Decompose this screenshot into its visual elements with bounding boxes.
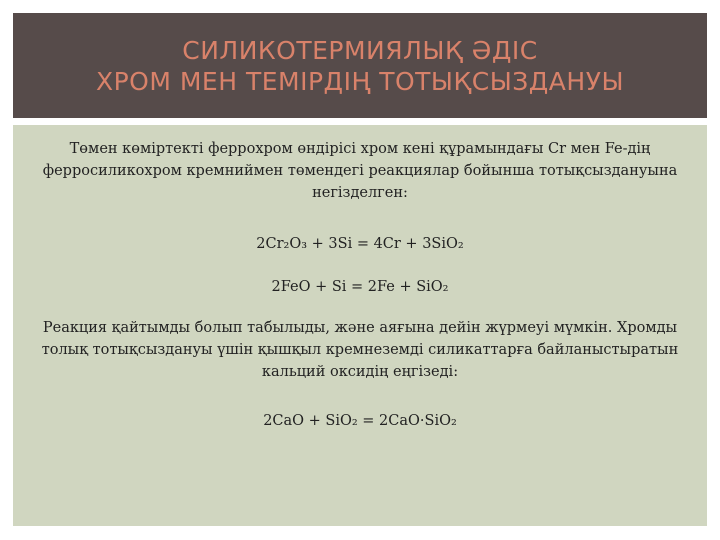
equation-iron-oxide: 2FeO + Si = 2Fe + SiO₂ xyxy=(271,279,449,295)
equation-calcium-silicate: 2CaO + SiO₂ = 2CaO·SiO₂ xyxy=(263,413,457,429)
intro-paragraph: Төмен көміртекті феррохром өндірісі хром кені құрамындағы Cr мен Fe-дің ферросиликохром кремниймен төмендегі реакциялар бойынша тотықсыздануына негізделген: xyxy=(42,141,678,201)
reaction-paragraph: Реакция қайтымды болып табылыды, және аяғына дейін жүрмеуі мүмкін. Хромды толық тотықсыздануы үшін қышқыл кремнеземді силикаттарға байланыстыратын кальций оксидің еңгізеді: xyxy=(41,320,679,380)
slide-title-line-1: СИЛИКОТЕРМИЯЛЫҚ ӘДІС xyxy=(182,35,538,65)
equation-chromium-oxide: 2Cr₂O₃ + 3Si = 4Cr + 3SiO₂ xyxy=(256,236,464,252)
content-panel xyxy=(13,125,707,526)
title-bar xyxy=(13,13,707,118)
slide-title-line-2: ХРОМ МЕН ТЕМІРДІҢ ТОТЫҚСЫЗДАНУЫ xyxy=(95,66,625,96)
